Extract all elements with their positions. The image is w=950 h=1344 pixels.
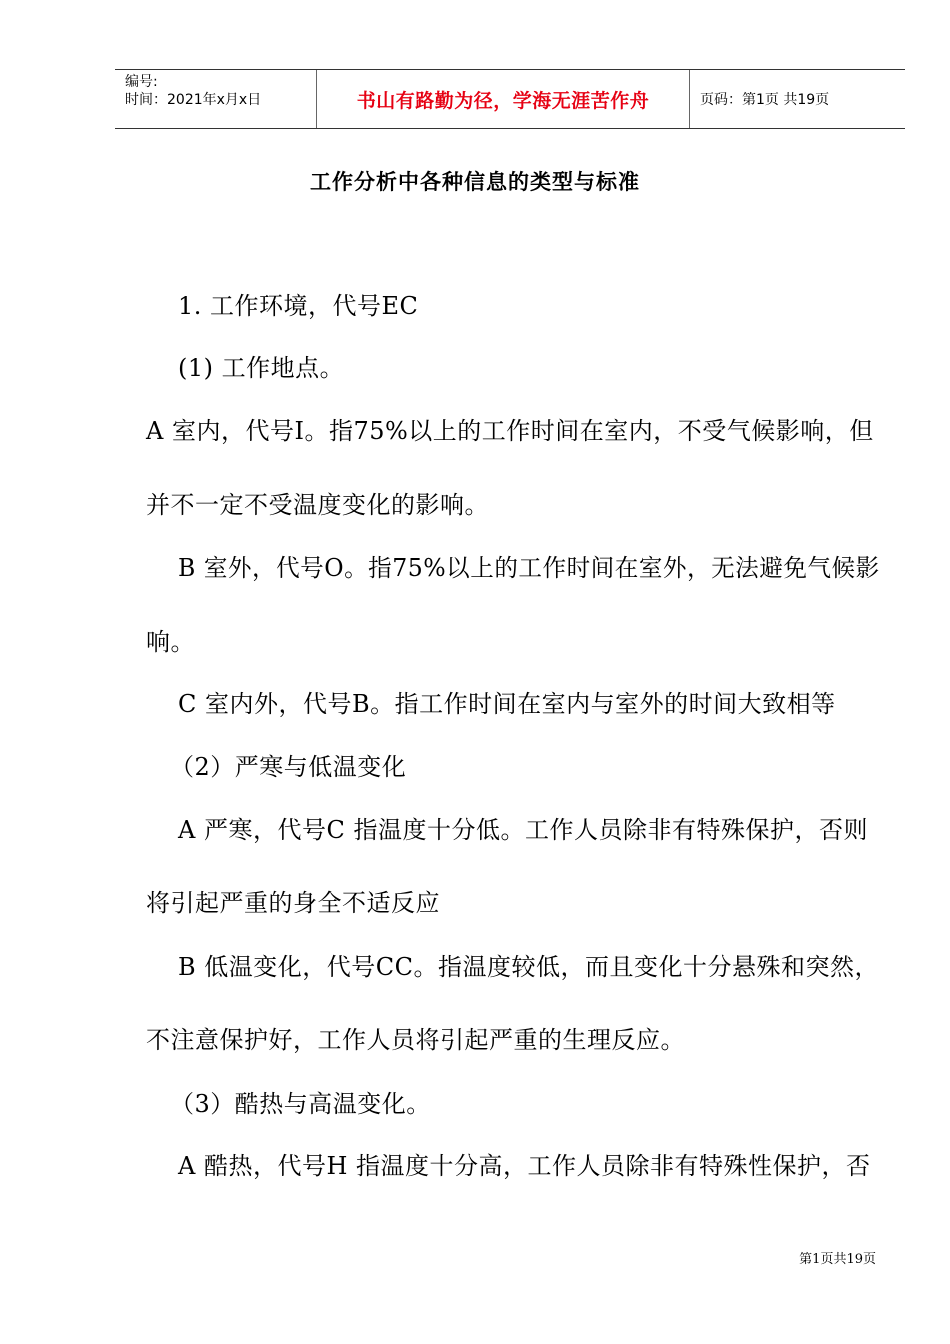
paragraph-line: 将引起严重的身全不适反应 <box>146 889 440 917</box>
document-number-label: 编号: <box>125 74 158 90</box>
header-meta <box>115 70 317 128</box>
paragraph-line: 并不一定不受温度变化的影响。 <box>146 491 489 519</box>
section-heading: 1. 工作环境，代号EC <box>178 292 419 320</box>
paragraph-line: B 室外，代号O。指75%以上的工作时间在室外，无法避免气候影 <box>178 554 880 582</box>
subsection-heading: （2）严寒与低温变化 <box>170 753 407 781</box>
document-time-label: 时间：2021年x月x日 <box>125 92 262 108</box>
paragraph-line: C 室内外，代号B。指工作时间在室内与室外的时间大致相等 <box>178 690 836 718</box>
document-title: 工作分析中各种信息的类型与标准 <box>310 170 640 194</box>
page-footer: 第1页共19页 <box>799 1252 876 1267</box>
paragraph-line: A 酷热，代号H 指温度十分高，工作人员除非有特殊性保护，否 <box>178 1152 871 1180</box>
subsection-heading: (1) 工作地点。 <box>178 354 345 382</box>
header-page-info-cell <box>690 70 905 128</box>
header-motto: 书山有路勤为径，学海无涯苦作舟 <box>356 89 650 112</box>
paragraph-line: A 严寒，代号C 指温度十分低。工作人员除非有特殊保护，否则 <box>178 816 868 844</box>
paragraph-line: A 室内，代号I。指75%以上的工作时间在室内，不受气候影响，但 <box>146 417 874 445</box>
page-header <box>115 69 905 129</box>
paragraph-line: 不注意保护好，工作人员将引起严重的生理反应。 <box>146 1026 685 1054</box>
header-page-info: 页码：第1页 共19页 <box>700 92 830 108</box>
subsection-heading: （3）酷热与高温变化。 <box>170 1090 431 1118</box>
paragraph-line: B 低温变化，代号CC。指温度较低，而且变化十分悬殊和突然， <box>178 953 879 981</box>
header-motto-cell <box>317 70 690 128</box>
paragraph-line: 响。 <box>146 628 195 656</box>
